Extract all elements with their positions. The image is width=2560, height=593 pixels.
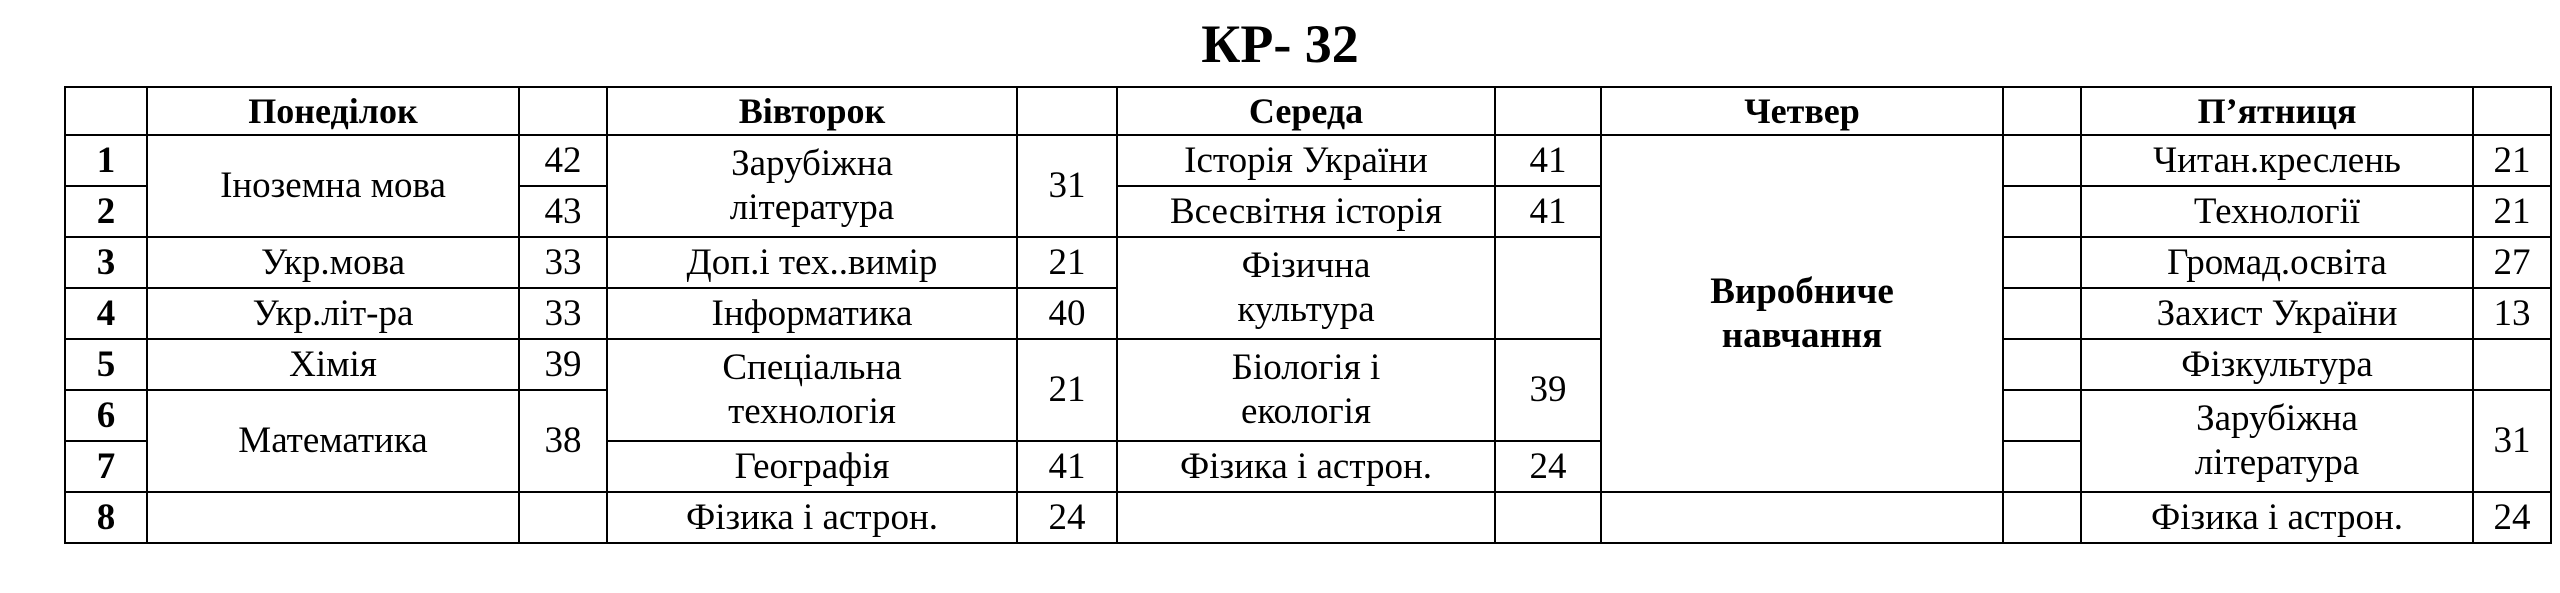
wednesday-subject: Історія України bbox=[1117, 135, 1495, 186]
lesson-number: 6 bbox=[65, 390, 147, 441]
lesson-number: 2 bbox=[65, 186, 147, 237]
lesson-number: 1 bbox=[65, 135, 147, 186]
monday-room: 38 bbox=[519, 390, 607, 492]
monday-room: 39 bbox=[519, 339, 607, 390]
room-header-thursday bbox=[2003, 87, 2081, 135]
monday-room: 43 bbox=[519, 186, 607, 237]
friday-subject: Технології bbox=[2081, 186, 2473, 237]
thursday-room bbox=[2003, 390, 2081, 441]
header-thursday: Четвер bbox=[1601, 87, 2003, 135]
thursday-room bbox=[2003, 441, 2081, 492]
subject-line: екологія bbox=[1241, 391, 1371, 432]
subject-line: література bbox=[729, 187, 895, 228]
subject-line: технологія bbox=[728, 391, 896, 432]
subject-line: Спеціальна bbox=[722, 347, 902, 388]
thursday-room bbox=[2003, 135, 2081, 186]
friday-room: 31 bbox=[2473, 390, 2551, 492]
table-row bbox=[65, 237, 2551, 288]
tuesday-room: 21 bbox=[1017, 339, 1117, 441]
lesson-number: 3 bbox=[65, 237, 147, 288]
wednesday-room: 41 bbox=[1495, 186, 1601, 237]
friday-room: 24 bbox=[2473, 492, 2551, 543]
subject-line: Зарубіжна bbox=[2196, 398, 2358, 439]
room-header-friday bbox=[2473, 87, 2551, 135]
subject-line: Фізична bbox=[1241, 245, 1371, 286]
wednesday-room: 39 bbox=[1495, 339, 1601, 441]
tuesday-room: 41 bbox=[1017, 441, 1117, 492]
header-friday: П’ятниця bbox=[2081, 87, 2473, 135]
friday-subject: Фізика і астрон. bbox=[2081, 492, 2473, 543]
header-monday: Понеділок bbox=[147, 87, 519, 135]
wednesday-subject: Фізика і астрон. bbox=[1117, 441, 1495, 492]
monday-subject: Укр.літ-ра bbox=[147, 288, 519, 339]
friday-subject: Захист України bbox=[2081, 288, 2473, 339]
tuesday-room: 21 bbox=[1017, 237, 1117, 288]
wednesday-subject bbox=[1117, 237, 1495, 339]
lesson-number-header bbox=[65, 87, 147, 135]
lesson-number: 4 bbox=[65, 288, 147, 339]
monday-subject: Хімія bbox=[147, 339, 519, 390]
table-row bbox=[65, 339, 2551, 390]
friday-room: 13 bbox=[2473, 288, 2551, 339]
friday-room: 27 bbox=[2473, 237, 2551, 288]
lesson-number: 5 bbox=[65, 339, 147, 390]
subject-line: Виробниче bbox=[1710, 270, 1894, 312]
wednesday-subject bbox=[1117, 492, 1495, 543]
tuesday-subject: Фізика і астрон. bbox=[607, 492, 1017, 543]
tuesday-room: 24 bbox=[1017, 492, 1117, 543]
tuesday-subject: Доп.і тех..вимір bbox=[607, 237, 1017, 288]
monday-room: 33 bbox=[519, 237, 607, 288]
wednesday-room: 41 bbox=[1495, 135, 1601, 186]
friday-subject: Фізкультура bbox=[2081, 339, 2473, 390]
schedule-table bbox=[64, 86, 2552, 544]
monday-subject bbox=[147, 492, 519, 543]
thursday-room bbox=[2003, 237, 2081, 288]
monday-subject: Іноземна мова bbox=[147, 135, 519, 237]
wednesday-subject: Всесвітня історія bbox=[1117, 186, 1495, 237]
header-wednesday: Середа bbox=[1117, 87, 1495, 135]
page-title: КР- 32 bbox=[1201, 14, 1359, 74]
subject-line: Біологія і bbox=[1231, 347, 1381, 388]
thursday-room bbox=[2003, 288, 2081, 339]
friday-room: 21 bbox=[2473, 135, 2551, 186]
tuesday-room: 31 bbox=[1017, 135, 1117, 237]
friday-subject: Громад.освіта bbox=[2081, 237, 2473, 288]
subject-line: Зарубіжна bbox=[731, 143, 893, 184]
wednesday-subject bbox=[1117, 339, 1495, 441]
tuesday-subject: Географія bbox=[607, 441, 1017, 492]
table-row bbox=[65, 492, 2551, 543]
room-header-monday bbox=[519, 87, 607, 135]
friday-subject: Читан.креслень bbox=[2081, 135, 2473, 186]
lesson-number: 7 bbox=[65, 441, 147, 492]
thursday-room bbox=[2003, 186, 2081, 237]
friday-room: 21 bbox=[2473, 186, 2551, 237]
wednesday-room: 24 bbox=[1495, 441, 1601, 492]
tuesday-subject: Інформатика bbox=[607, 288, 1017, 339]
thursday-subject bbox=[1601, 492, 2003, 543]
monday-subject: Укр.мова bbox=[147, 237, 519, 288]
monday-room: 42 bbox=[519, 135, 607, 186]
monday-subject: Математика bbox=[147, 390, 519, 492]
wednesday-room bbox=[1495, 492, 1601, 543]
table-row bbox=[65, 135, 2551, 186]
wednesday-room bbox=[1495, 237, 1601, 339]
subject-line: література bbox=[2194, 442, 2360, 483]
tuesday-subject bbox=[607, 135, 1017, 237]
thursday-room bbox=[2003, 339, 2081, 390]
room-header-wednesday bbox=[1495, 87, 1601, 135]
friday-subject bbox=[2081, 390, 2473, 492]
lesson-number: 8 bbox=[65, 492, 147, 543]
header-row bbox=[65, 87, 2551, 135]
thursday-subject bbox=[1601, 135, 2003, 492]
friday-room bbox=[2473, 339, 2551, 390]
monday-room: 33 bbox=[519, 288, 607, 339]
monday-room bbox=[519, 492, 607, 543]
subject-line: навчання bbox=[1721, 314, 1883, 356]
room-header-tuesday bbox=[1017, 87, 1117, 135]
header-tuesday: Вівторок bbox=[607, 87, 1017, 135]
tuesday-room: 40 bbox=[1017, 288, 1117, 339]
tuesday-subject bbox=[607, 339, 1017, 441]
subject-line: культура bbox=[1237, 289, 1375, 330]
thursday-room bbox=[2003, 492, 2081, 543]
